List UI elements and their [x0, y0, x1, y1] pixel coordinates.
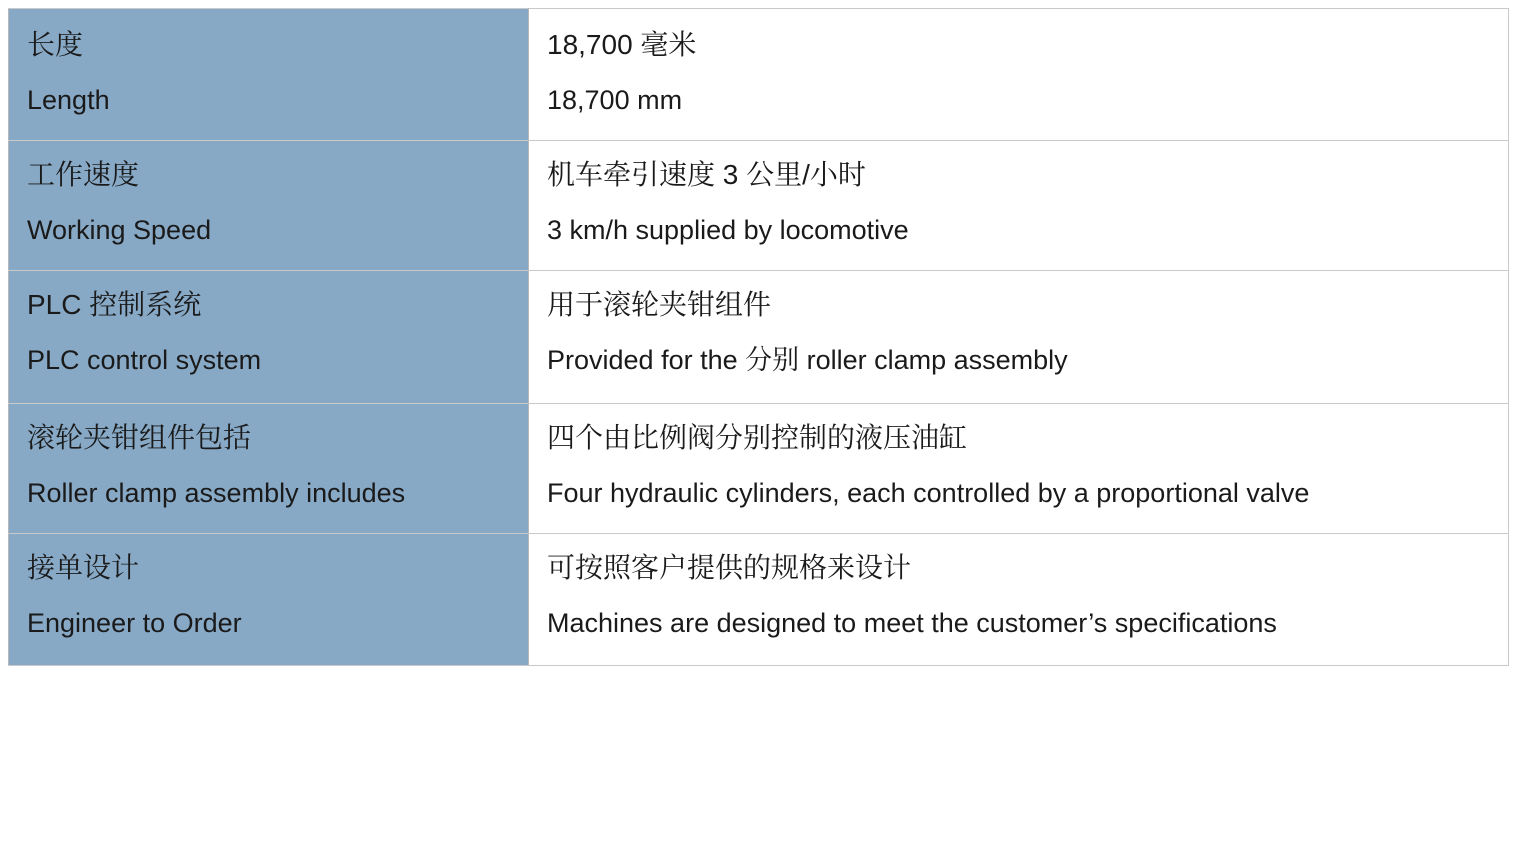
spec-value-english: Provided for the 分别 roller clamp assembly — [547, 344, 1068, 375]
spec-value-cell — [529, 140, 1509, 270]
spec-value-chinese: 可按照客户提供的规格来设计 — [547, 552, 912, 583]
table-row — [9, 9, 1509, 141]
spec-label-chinese: 滚轮夹钳组件包括 — [27, 422, 252, 454]
spec-label-chinese: 长度 — [27, 29, 84, 60]
table-row — [9, 404, 1509, 534]
spec-label-english: Working Speed — [27, 214, 212, 245]
spec-value-english: 18,700 mm — [547, 85, 683, 115]
table-row — [9, 270, 1509, 404]
spec-label-english: Roller clamp assembly includes — [27, 478, 406, 509]
spec-label-cell — [9, 404, 529, 534]
spec-value-cell — [529, 534, 1509, 666]
spec-value-cell — [529, 9, 1509, 141]
spec-label-english: PLC control system — [27, 344, 262, 375]
spec-value-english: 3 km/h supplied by locomotive — [547, 214, 909, 245]
spec-value-chinese: 四个由比例阀分别控制的液压油缸 — [547, 422, 968, 454]
spec-label-cell — [9, 140, 529, 270]
spec-label-chinese: PLC 控制系统 — [27, 288, 202, 320]
spec-label-cell — [9, 9, 529, 141]
spec-label-chinese: 接单设计 — [27, 552, 140, 583]
spec-label-cell — [9, 270, 529, 404]
table-row — [9, 140, 1509, 270]
spec-value-cell — [529, 404, 1509, 534]
spec-value-chinese: 机车牵引速度 3 公里/小时 — [547, 158, 866, 190]
spec-value-cell — [529, 270, 1509, 404]
spec-label-cell — [9, 534, 529, 666]
spec-label-chinese: 工作速度 — [27, 158, 140, 190]
specifications-table — [8, 8, 1509, 666]
specifications-table-body — [9, 9, 1509, 666]
spec-value-english: Four hydraulic cylinders, each controlled by a proportional valve — [547, 478, 1310, 509]
spec-label-english: Engineer to Order — [27, 608, 242, 638]
table-row — [9, 534, 1509, 666]
spec-value-chinese: 18,700 毫米 — [547, 29, 697, 60]
spec-value-chinese: 用于滚轮夹钳组件 — [547, 288, 772, 320]
spec-value-english: Machines are designed to meet the customer’s specifications — [547, 608, 1277, 638]
spec-label-english: Length — [27, 85, 110, 115]
